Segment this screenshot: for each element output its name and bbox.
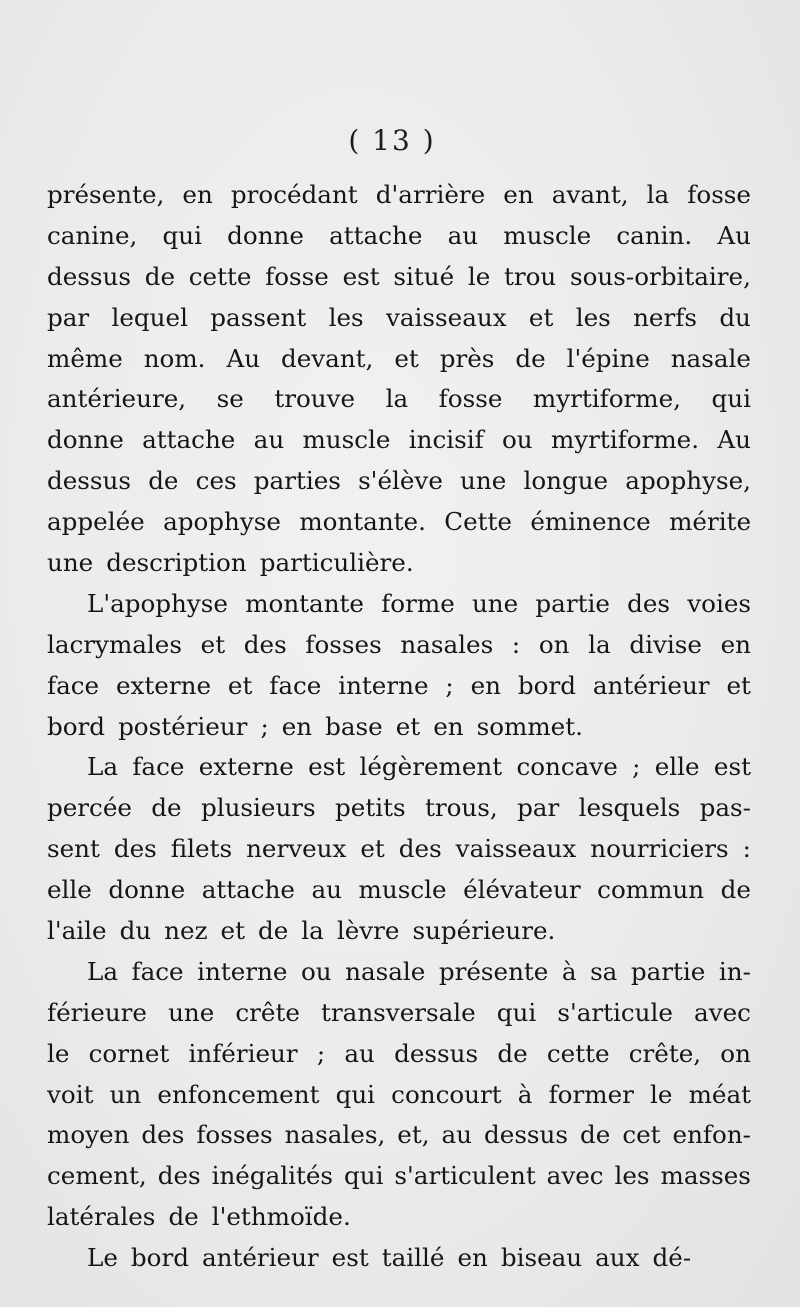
text-line: bord postérieur ; en base et en sommet.: [47, 711, 583, 741]
text-line: férieure une crête transversale qui s'articule avec: [47, 997, 751, 1027]
text-line: elle donne attache au muscle élévateur commun de: [47, 875, 751, 905]
text-line: canine, qui donne attache au muscle canin. Au: [47, 220, 751, 250]
text-line: dessus de cette fosse est situé le trou sous-orbitaire,: [47, 261, 751, 291]
text-line: donne attache au muscle incisif ou myrtiforme. Au: [47, 425, 751, 455]
page-number: ( 13 ): [348, 124, 436, 157]
text-line: La face interne ou nasale présente à sa partie in-: [87, 956, 751, 986]
text-line: le cornet inférieur ; au dessus de cette crête, on: [47, 1038, 751, 1068]
text-line: par lequel passent les vaisseaux et les nerfs du: [47, 302, 751, 332]
paragraph: [47, 584, 751, 748]
paragraph: [47, 1238, 751, 1279]
text-line: l'aile du nez et de la lèvre supérieure.: [47, 916, 556, 946]
text-line: face externe et face interne ; en bord antérieur et: [47, 670, 751, 700]
paragraph: [47, 952, 751, 1238]
text-line: appelée apophyse montante. Cette éminence mérite: [47, 507, 751, 537]
text-line: antérieure, se trouve la fosse myrtiforme, qui: [47, 384, 751, 414]
paragraph: [47, 175, 751, 584]
text-line: présente, en procédant d'arrière en avant, la fosse: [47, 180, 751, 209]
text-line: percée de plusieurs petits trous, par lesquels pas-: [47, 793, 751, 823]
text-line: La face externe est légèrement concave ; elle est: [87, 752, 751, 782]
text-line: lacrymales et des fosses nasales : on la divise en: [47, 629, 751, 659]
text-line: même nom. Au devant, et près de l'épine nasale: [47, 343, 751, 373]
paragraph: [47, 747, 751, 951]
text-line: cement, des inégalités qui s'articulent avec les masses: [47, 1161, 751, 1191]
text-line: latérales de l'ethmoïde.: [47, 1202, 351, 1232]
text-line: Le bord antérieur est taillé en biseau aux dé-: [87, 1243, 692, 1273]
text-line: L'apophyse montante forme une partie des voies: [87, 588, 751, 618]
text-line: dessus de ces parties s'élève une longue apophyse,: [47, 466, 751, 496]
text-line: sent des filets nerveux et des vaisseaux nourriciers :: [47, 834, 751, 864]
text-line: moyen des fosses nasales, et, au dessus de cet enfon-: [47, 1120, 751, 1150]
text-line: une description particulière.: [47, 548, 414, 578]
body-text: [47, 175, 751, 1279]
text-line: voit un enfoncement qui concourt à former le méat: [47, 1079, 751, 1109]
